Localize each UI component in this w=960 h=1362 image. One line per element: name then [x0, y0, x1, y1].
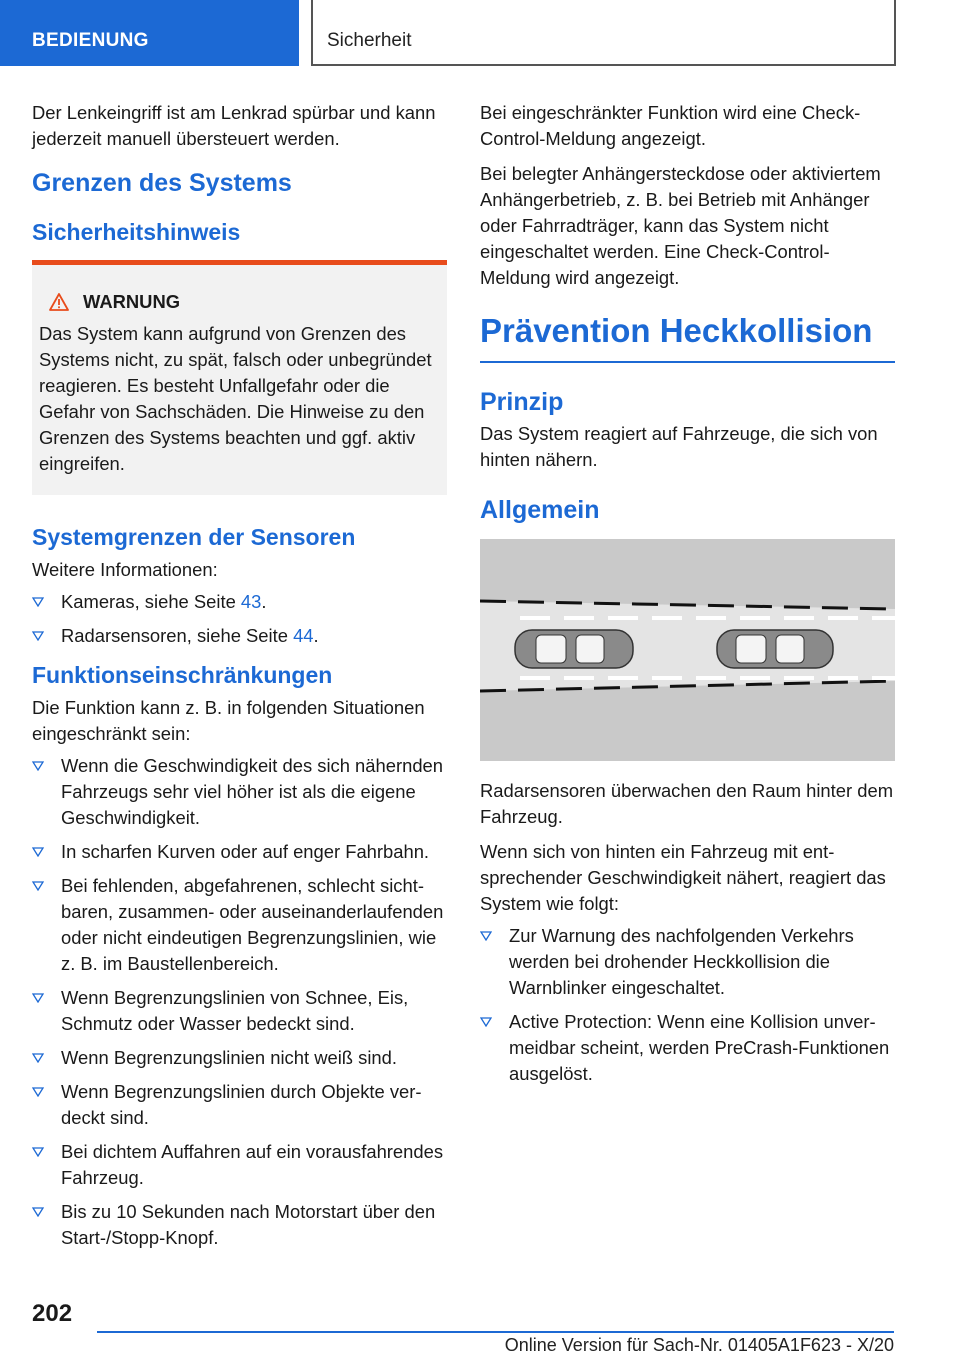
allgemein-paragraph-1: Radarsensoren überwachen den Raum hinter dem Fahrzeug.	[480, 780, 894, 827]
sensoren-list	[32, 589, 447, 649]
bullet-triangle-icon	[32, 631, 44, 641]
bullet-triangle-icon	[32, 1053, 44, 1063]
bullet-triangle-icon	[32, 1147, 44, 1157]
check-control-paragraph: Bei eingeschränkter Funktion wird eine Check-Control-Meldung angezeigt.	[480, 102, 861, 149]
warning-header	[49, 289, 437, 315]
allgemein-paragraph-2: Wenn sich von hinten ein Fahrzeug mit entsprechender Geschwindigkeit nähert, reagiert das System wie folgt:	[480, 841, 886, 914]
intro-paragraph: Der Lenkeingriff ist am Lenkrad spürbar und kann jederzeit manuell übersteuert werden.	[32, 102, 436, 149]
page-link-kameras[interactable]: 43	[240, 591, 262, 612]
heading-funktionseinschraenkungen: Funktionseinschränkungen	[32, 662, 333, 688]
heading-prinzip: Prinzip	[480, 388, 564, 416]
bullet-triangle-icon	[32, 1087, 44, 1097]
car-icon	[515, 630, 633, 668]
warning-box	[32, 260, 447, 495]
bullet-triangle-icon	[32, 847, 44, 857]
bullet-triangle-icon	[32, 597, 44, 607]
list-item: Radarsensoren, siehe Seite 44.	[32, 623, 447, 649]
funktion-intro: Die Funktion kann z. B. in folgenden Situationen eingeschränkt sein:	[32, 697, 425, 744]
warning-title: WARNUNG	[83, 291, 181, 312]
bullet-triangle-icon	[32, 881, 44, 891]
list-item: Bei fehlenden, abgefahrenen, schlecht sichtbaren, zusammen- oder auseinanderlaufenden oder nicht eindeutigen Begrenzungslinien, wie z. B. im Baustellenbereich.	[32, 873, 447, 977]
warning-text: Das System kann aufgrund von Grenzen des Systems nicht, zu spät, falsch oder unbegründet reagieren. Es besteht Unfallgefahr oder die Gefahr von Sachschäden. Die Hinweise zu den Grenzen des Systems beachten und ggf. aktiv eingreifen.	[39, 323, 432, 474]
heading-sicherheitshinweis: Sicherheitshinweis	[32, 219, 241, 245]
list-item: Bei dichtem Auffahren auf ein vorausfahrendes Fahrzeug.	[32, 1139, 447, 1191]
list-item: In scharfen Kurven oder auf enger Fahrbahn.	[32, 839, 447, 865]
sensoren-intro: Weitere Informationen:	[32, 559, 218, 580]
heading-grenzen: Grenzen des Systems	[32, 169, 292, 197]
prinzip-text: Das System reagiert auf Fahrzeuge, die sich von hinten nähern.	[480, 423, 878, 470]
chapter-title: Sicherheit	[311, 0, 896, 66]
page-number: 202	[32, 1300, 73, 1327]
car-icon	[717, 630, 833, 668]
bullet-triangle-icon	[32, 761, 44, 771]
online-version-note: Online Version für Sach-Nr. 01405A1F623 - X/20	[504, 1335, 894, 1355]
bullet-triangle-icon	[480, 931, 492, 941]
footer-divider	[97, 1331, 894, 1333]
heading-praevention-heckkollision: Prävention Heckkollision	[480, 311, 895, 363]
list-item: Active Protection: Wenn eine Kollision unvermeidbar scheint, werden PreCrash-Funktionen ausgelöst.	[480, 1009, 895, 1087]
bullet-triangle-icon	[32, 993, 44, 1003]
page-link-radarsensoren[interactable]: 44	[293, 625, 314, 646]
list-item: Wenn Begrenzungslinien nicht weiß sind.	[32, 1045, 447, 1071]
list-item: Wenn die Geschwindigkeit des sich nähernden Fahrzeugs sehr viel höher ist als die eigene Geschwindigkeit.	[32, 753, 447, 831]
left-column	[32, 100, 447, 1263]
anhaenger-paragraph: Bei belegter Anhängersteckdose oder aktiviertem Anhängerbetrieb, z. B. bei Betrieb mit Anhänger oder Fahrradträger, kann das System nicht eingeschaltet werden. Eine Check-Control-Meldung wird angezeigt.	[480, 163, 881, 288]
bullet-triangle-icon	[32, 1207, 44, 1217]
right-column	[480, 100, 895, 1099]
heading-allgemein: Allgemein	[480, 496, 600, 524]
warning-triangle-icon	[49, 293, 69, 311]
heading-sensoren: Systemgrenzen der Sensoren	[32, 524, 356, 550]
funktion-list	[32, 753, 447, 1251]
list-item: Wenn Begrenzungslinien durch Objekte verdeckt sind.	[32, 1079, 447, 1131]
list-item: Zur Warnung des nachfolgenden Verkehrs werden bei drohender Heckkollision die Warnblinker eingeschaltet.	[480, 923, 895, 1001]
list-item: Wenn Begrenzungslinien von Schnee, Eis, Schmutz oder Wasser bedeckt sind.	[32, 985, 447, 1037]
bullet-triangle-icon	[480, 1017, 492, 1027]
list-item: Kameras, siehe Seite 43.	[32, 589, 447, 615]
list-item: Bis zu 10 Sekunden nach Motorstart über den Start-/Stopp-Knopf.	[32, 1199, 447, 1251]
allgemein-list	[480, 923, 895, 1087]
section-tab: BEDIENUNG	[0, 0, 299, 66]
rear-radar-illustration	[480, 539, 895, 761]
